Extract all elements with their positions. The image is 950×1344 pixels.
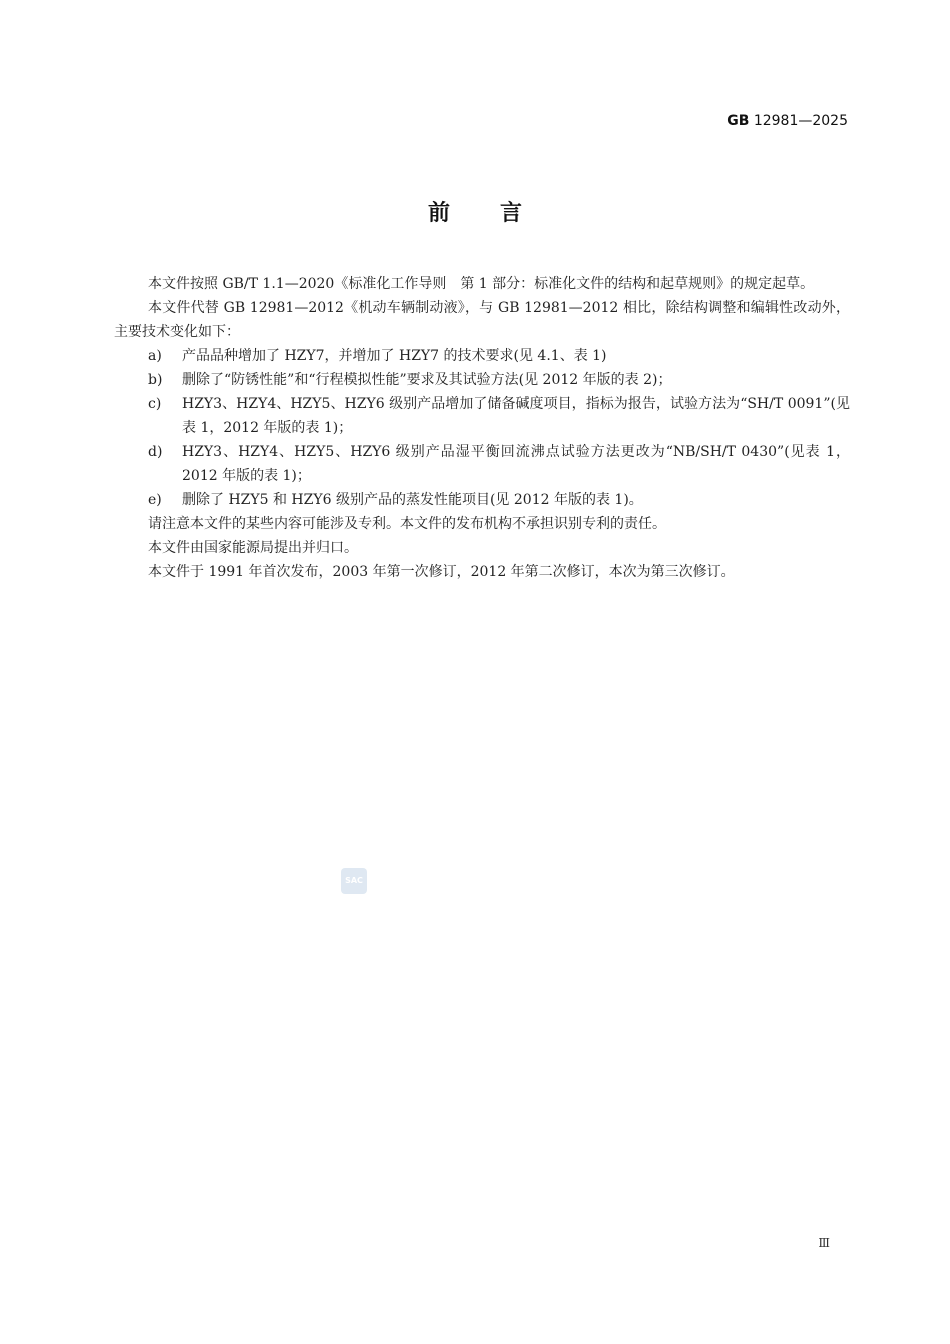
standard-code-number: 12981—2025 [753,113,848,129]
sac-watermark-logo: SAC [341,868,367,894]
list-item [114,488,850,512]
list-item-marker: b) [148,372,163,388]
list-item-marker: a) [148,348,162,364]
list-item [114,440,850,488]
list-item-text: 删除了 HZY5 和 HZY6 级别产品的蒸发性能项目(见 2012 年版的表 1)。 [182,492,643,508]
paragraph-proposer: 本文件由国家能源局提出并归口。 [148,540,358,556]
list-item-text: 产品品种增加了 HZY7，并增加了 HZY7 的技术要求(见 4.1、表 1) [182,348,607,364]
standard-code-header [727,113,848,129]
foreword-body [114,272,850,584]
list-item [114,344,850,368]
list-item-marker: d) [148,444,163,460]
list-item [114,368,850,392]
list-item-text: HZY3、HZY4、HZY5、HZY6 级别产品湿平衡回流沸点试验方法更改为“NB/SH/T 0430”(见表 1，2012 年版的表 1)； [182,444,850,484]
list-item-text: 删除了“防锈性能”和“行程模拟性能”要求及其试验方法(见 2012 年版的表 2)； [182,372,672,388]
standard-code-prefix: GB [727,113,750,129]
paragraph-patent-notice: 请注意本文件的某些内容可能涉及专利。本文件的发布机构不承担识别专利的责任。 [148,516,666,532]
paragraph-history: 本文件于 1991 年首次发布，2003 年第一次修订，2012 年第二次修订，本次为第三次修订。 [148,564,735,580]
list-item [114,392,850,440]
list-item-text: HZY3、HZY4、HZY5、HZY6 级别产品增加了储备碱度项目，指标为报告，试验方法为“SH/T 0091”(见表 1，2012 年版的表 1)； [182,396,850,436]
paragraph-drafting-rules: 本文件按照 GB/T 1.1—2020《标准化工作导则 第 1 部分：标准化文件的结构和起草规则》的规定起草。 [148,276,815,292]
list-item-marker: e) [148,492,162,508]
page-number: Ⅲ [818,1236,830,1250]
page-title: 前言 [427,201,572,226]
paragraph-replacement: 本文件代替 GB 12981—2012《机动车辆制动液》，与 GB 12981—2012 相比，除结构调整和编辑性改动外，主要技术变化如下： [114,300,850,340]
list-item-marker: c) [148,396,162,412]
